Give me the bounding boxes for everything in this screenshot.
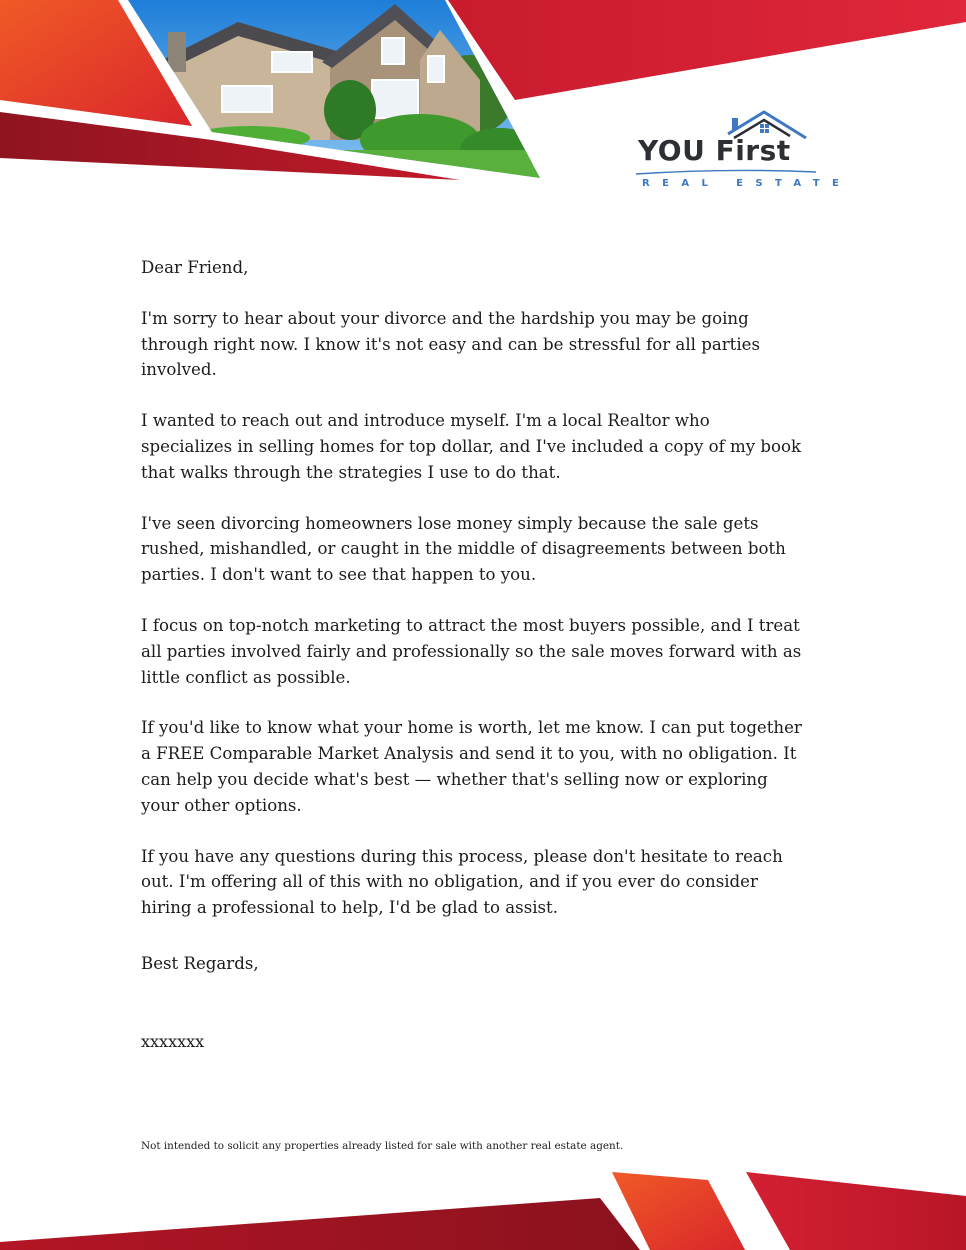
paragraph-3: I've seen divorcing homeowners lose money simply because the sale gets rushed, mishandled, or caught in the middle of disagreements between both parties. I don't want to see that happen to you. (141, 513, 786, 585)
brand-name: YOU First (638, 134, 791, 167)
greeting: Dear Friend, (141, 258, 249, 277)
header-banner (0, 0, 966, 200)
letter-body (141, 255, 806, 946)
signature: xxxxxxx (141, 1032, 205, 1051)
paragraph-4: I focus on top-notch marketing to attract the most buyers possible, and I treat all parties involved fairly and professionally so the sale moves forward with as little conflict as possible. (141, 615, 802, 687)
brand-logo (630, 108, 852, 192)
footer-banner (0, 1160, 966, 1250)
logo-underline (636, 169, 816, 175)
closing: Best Regards, (141, 954, 259, 973)
paragraph-5: If you'd like to know what your home is worth, let me know. I can put together a FREE Comparable Market Analysis and send it to you, with no obligation. It can help you decide what's best — whether that's selling now or exploring your other options. (141, 718, 802, 815)
paragraph-1: I'm sorry to hear about your divorce and the hardship you may be going through right now. I know it's not easy and can be stressful for all parties involved. (141, 308, 760, 380)
paragraph-2: I wanted to reach out and introduce myself. I'm a local Realtor who specializes in selling homes for top dollar, and I've included a copy of my book that walks through the strategies I use to do that. (141, 411, 802, 482)
paragraph-6: If you have any questions during this process, please don't hesitate to reach out. I'm offering all of this with no obligation, and if you ever do consider hiring a professional to help, I'd be glad to assist. (141, 846, 783, 918)
disclaimer: Not intended to solicit any properties already listed for sale with another real estate agent. (141, 1140, 624, 1152)
brand-tagline: REAL ESTATE (642, 178, 852, 189)
